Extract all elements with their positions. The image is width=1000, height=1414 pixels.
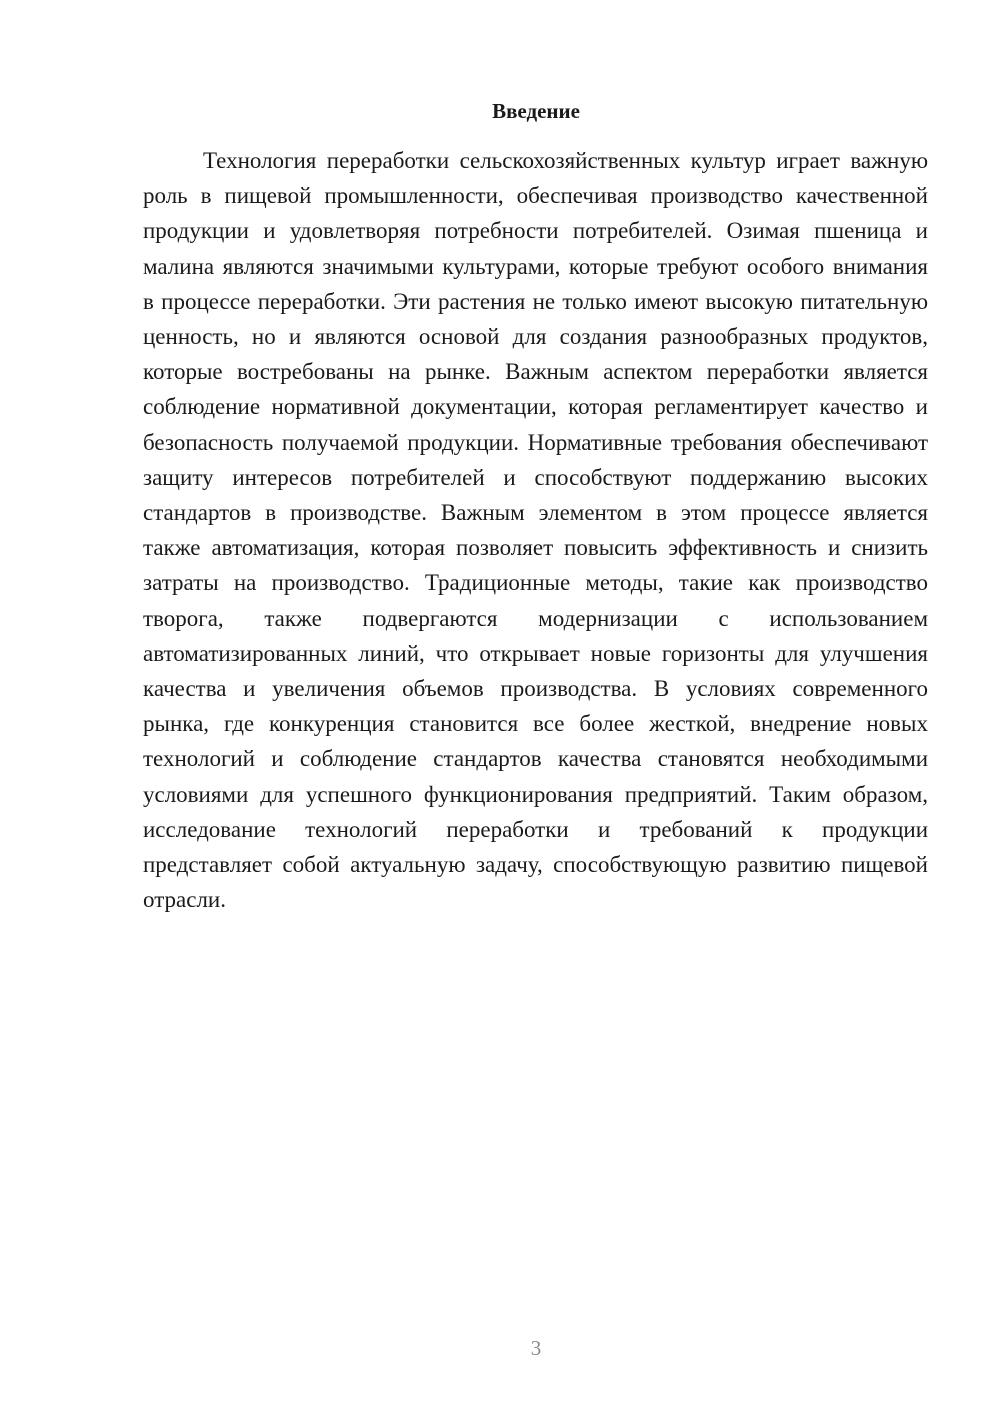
page-number: 3 (530, 1336, 542, 1360)
body-paragraph: Технология переработки сельскохозяйственных культур играет важную роль в пищевой промышленности, обеспечивая производство качественной продукции и удовлетворяя потребности потребителей. Озимая пшеница и малина являются значимыми культурами, которые требуют особого внимания в процессе переработки. Эти растения не только имеют высокую питательную ценность, но и являются основой для создания разнообразных продуктов, которые востребованы на рынке. Важным аспектом переработки является соблюдение нормативной документации, которая регламентирует качество и безопасность получаемой продукции. Нормативные требования обеспечивают защиту интересов потребителей и способствуют поддержанию высоких стандартов в производстве. Важным элементом в этом процессе является также автоматизация, которая позволяет повысить эффективность и снизить затраты на производство. Традиционные методы, такие как производство творога, также подвергаются модернизации с использованием автоматизированных линий, что открывает новые горизонты для улучшения качества и увеличения объемов производства. В условиях современного рынка, где конкуренция становится все более жесткой, внедрение новых технологий и соблюдение стандартов качества становятся необходимыми условиями для успешного функционирования предприятий. Таким образом, исследование технологий переработки и требований к продукции представляет собой актуальную задачу, способствующую развитию пищевой отрасли. (143, 148, 928, 913)
section-heading: Введение (492, 99, 580, 123)
